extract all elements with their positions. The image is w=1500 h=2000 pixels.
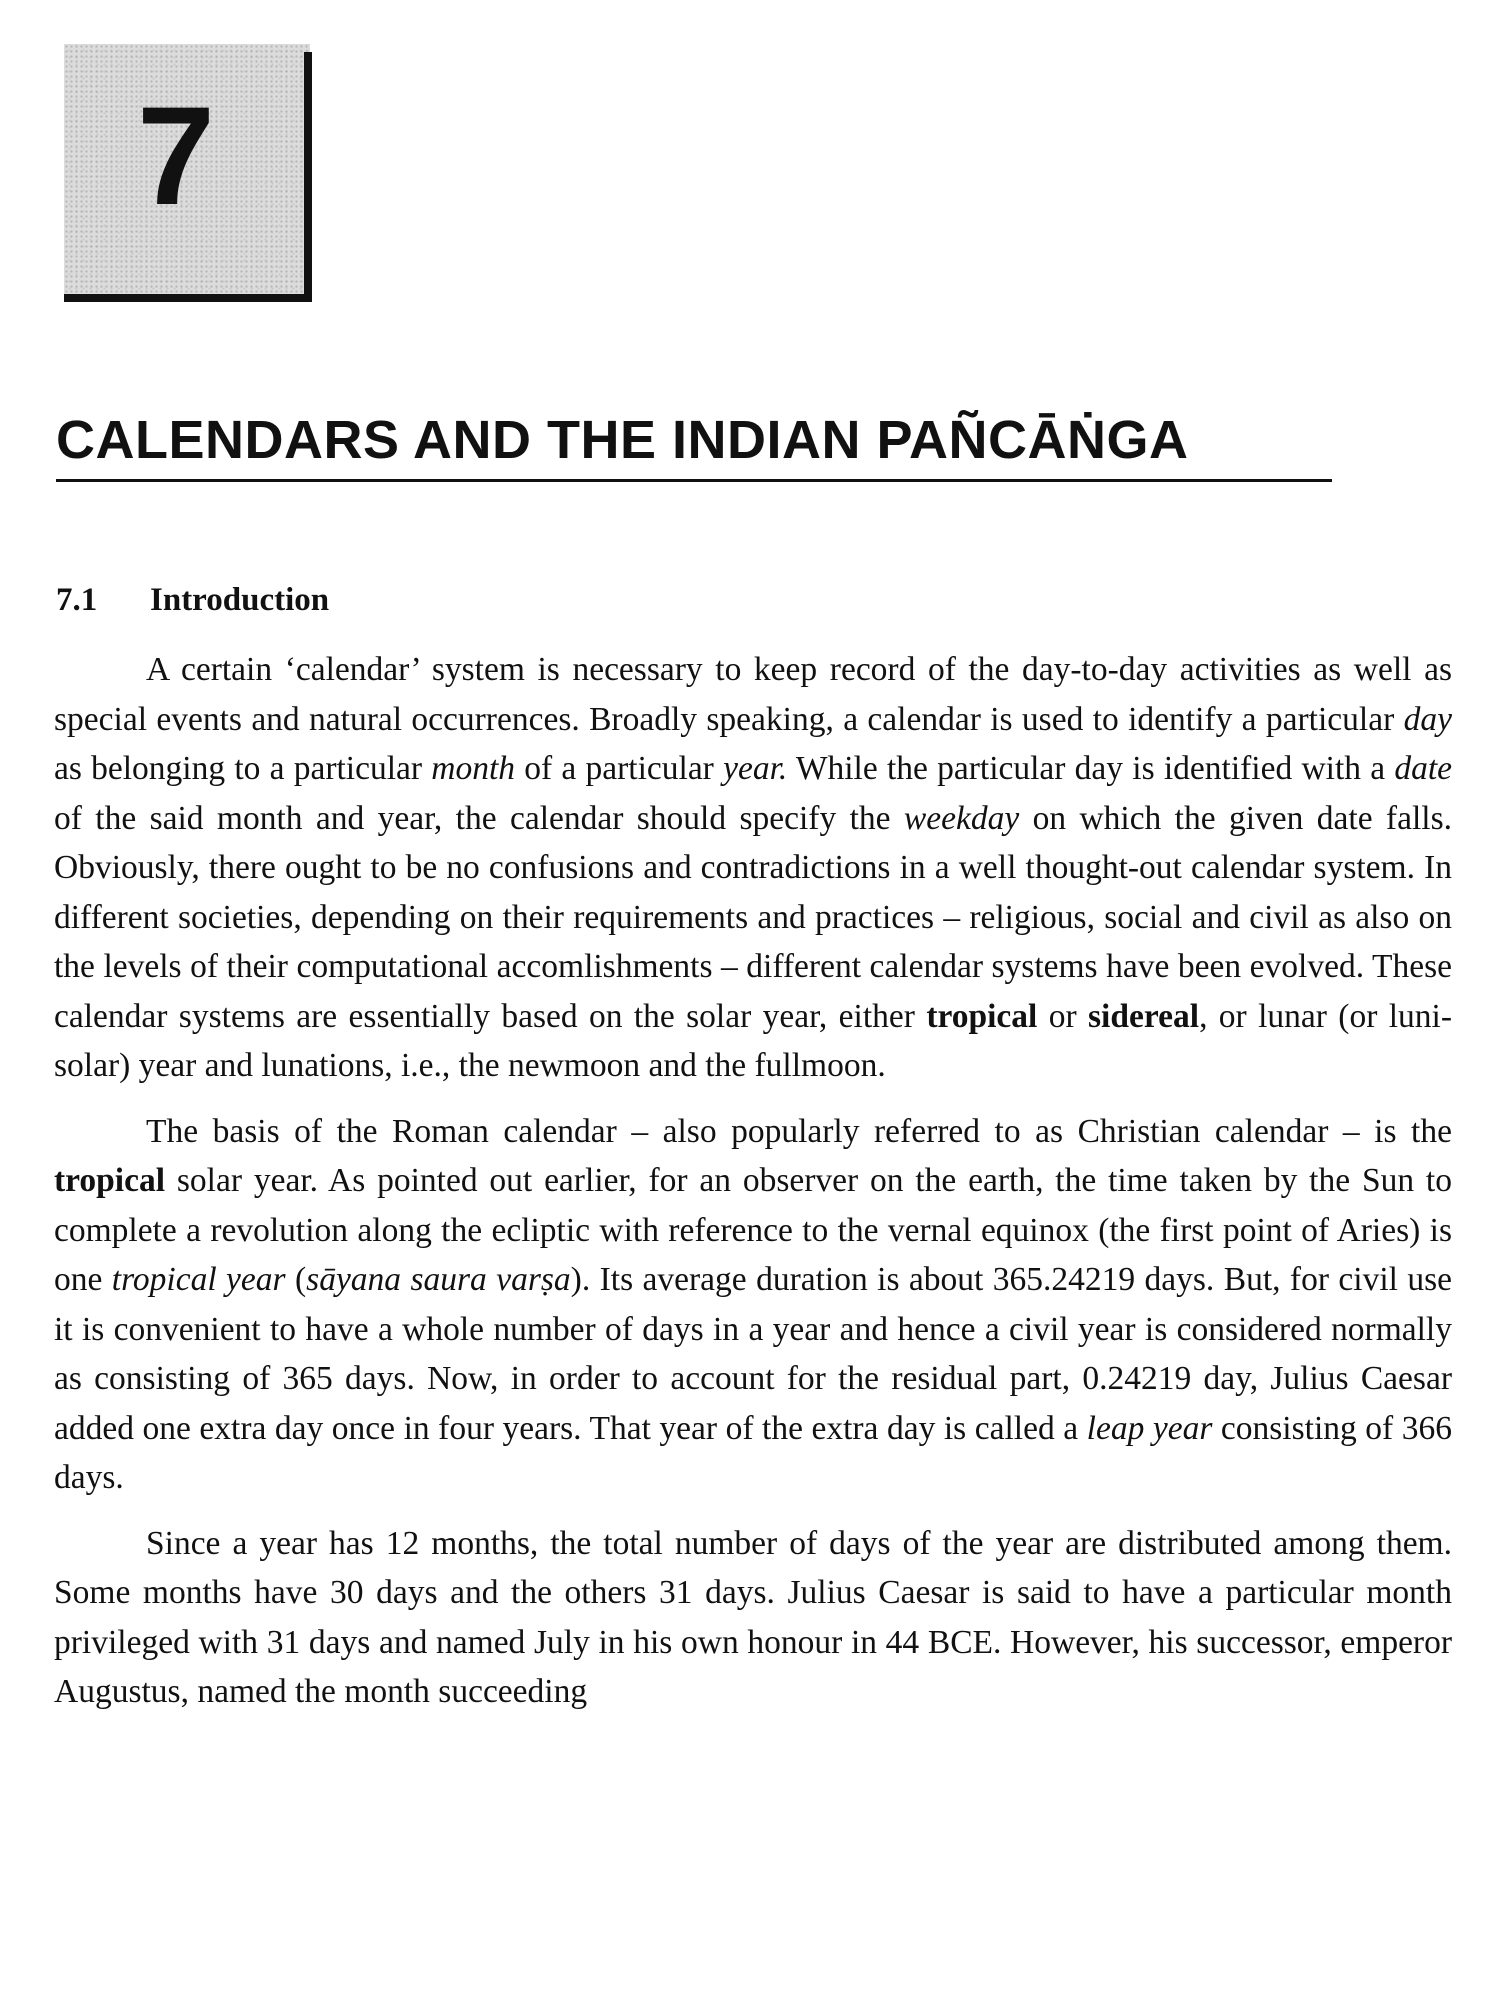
emphasis-text: leap year (1086, 1409, 1213, 1447)
text-run: Since a year has 12 months, the total number of days of the year are distributed among them. Some months have 30 days and the others 31 days. Julius Caesar is said to have a particular month privileged with 31 days and named July in his own honour in 44 BCE. However, his successor, emperor Augustus, named the month succeeding (54, 1524, 1452, 1710)
text-run: or (1037, 997, 1089, 1035)
section-title: Introduction (150, 582, 330, 618)
text-run: ( (285, 1261, 307, 1298)
paragraph-1 (54, 645, 1452, 1091)
emphasis-text: sāyana saura varṣa (306, 1261, 571, 1298)
text-run: , or lunar (or luni-solar) year and lunations, i.e., the newmoon and the fullmoon. (54, 997, 1452, 1084)
body-text (54, 645, 1452, 1733)
bold-term: sidereal (1088, 997, 1200, 1035)
text-run: The basis of the Roman calendar – also popularly referred to as Christian calendar – is the (146, 1112, 1452, 1150)
emphasis-text: month (431, 750, 516, 787)
emphasis-text: date (1394, 750, 1453, 787)
emphasis-text: day (1403, 700, 1452, 738)
section-number: 7.1 (56, 582, 98, 618)
text-run: While the particular day is identified with a (787, 750, 1395, 787)
bold-term: tropical (926, 997, 1038, 1035)
text-run: of a particular (515, 750, 724, 787)
text-run: of the said month and year, the calendar should specify the (54, 799, 904, 837)
bold-term: tropical (54, 1162, 166, 1199)
section-heading (56, 578, 329, 622)
emphasis-text: year. (723, 750, 788, 787)
text-run: consisting of 366 days. (54, 1409, 1452, 1496)
chapter-number: 7 (137, 77, 215, 234)
emphasis-text: weekday (903, 799, 1020, 837)
text-run: as belonging to a particular (54, 750, 432, 787)
paragraph-2 (54, 1107, 1452, 1503)
text-run: ). Its average duration is about 365.24219 days. But, for civil use it is convenient to have a whole number of days in a year and hence a civil year is considered normally as consisting of 365 days. Now, in order to account for the residual part, 0.24219 day, Julius Caesar added one extra day once in four years. That year of the extra day is called a (54, 1261, 1453, 1447)
chapter-box-shadow-bottom (64, 294, 312, 302)
emphasis-text: tropical year (111, 1261, 286, 1298)
title-underline (56, 479, 1332, 482)
chapter-title: CALENDARS AND THE INDIAN PAÑCĀṄGA (56, 410, 1189, 470)
paragraph-3 (54, 1519, 1452, 1717)
text-run: A certain ‘calendar’ system is necessary to keep record of the day-to-day activities as well as special events and natural occurrences. Broadly speaking, a calendar is used to identify a particular (54, 651, 1452, 738)
chapter-box-shadow-right (304, 52, 312, 302)
text-run: solar year. As pointed out earlier, for an observer on the earth, the time taken by the Sun to complete a revolution along the ecliptic with reference to the vernal equinox (the first point of Aries) is one (54, 1162, 1452, 1298)
text-run: on which the given date falls. Obviously, there ought to be no confusions and contradictions in a well thought-out calendar system. In different societies, depending on their requirements and practices – religious, social and civil as also on the levels of their computational accomlishments – different calendar systems have been evolved. These calendar systems are essentially based on the solar year, either (54, 799, 1452, 1035)
